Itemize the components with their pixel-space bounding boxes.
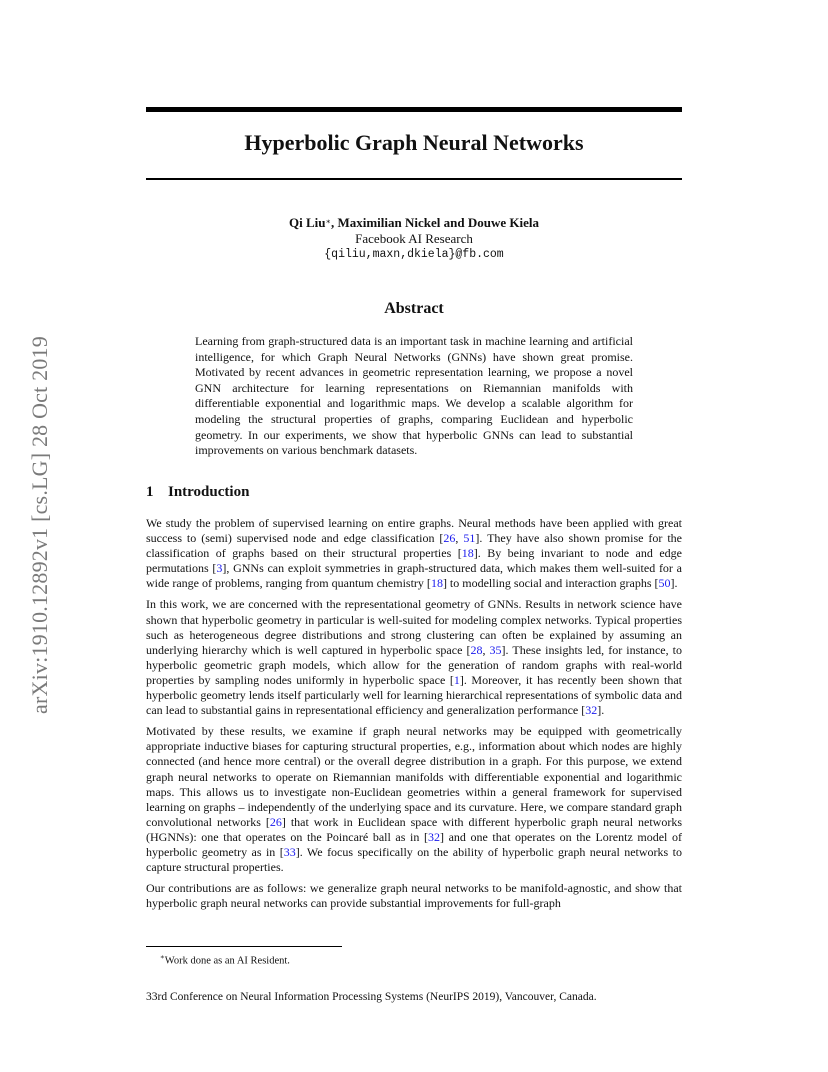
section-heading: [146, 482, 682, 502]
footnote-text: Work done as an AI Resident.: [164, 955, 290, 967]
paragraph: Our contributions are as follows: we generalize graph neural networks to be manifold-agnostic, and show that hyperbolic graph neural networks can provide substantial improvements for full-graph: [146, 881, 682, 911]
affiliation: Facebook AI Research: [355, 231, 473, 246]
citation-link[interactable]: 32: [585, 703, 598, 718]
section-body: [146, 516, 682, 917]
citation-link[interactable]: 26: [269, 814, 282, 829]
section-title: Introduction: [168, 484, 250, 500]
citation-link[interactable]: 35: [489, 642, 502, 657]
paragraph: We study the problem of supervised learning on entire graphs. Neural methods have been applied with great success to (semi) supervised node and edge classification [26, 51]. They have also shown promise for the classification of graphs based on their structural properties [18]. By being invariant to node and edge permutations [3], GNNs can exploit symmetries in graph-structured data, which makes them well-suited for a wide range of problems, ranging from quantum chemistry [18] to modelling social and interaction graphs [50].: [146, 516, 683, 591]
citation-link[interactable]: 51: [463, 531, 476, 546]
arxiv-identifier[interactable]: arXiv:1910.12892v1 [cs.LG] 28 Oct 2019: [27, 336, 52, 714]
abstract-heading: Abstract: [384, 300, 444, 317]
venue-line: 33rd Conference on Neural Information Processing Systems (NeurIPS 2019), Vancouver, Canada.: [146, 991, 597, 1003]
section-number: 1: [146, 484, 154, 500]
paragraph: In this work, we are concerned with the representational geometry of GNNs. Results in network science have shown that hyperbolic geometry in particular is well-suited for modeling complex networks. Typical properties such as heterogeneous degree distributions and strong clustering can often be explained by assuming an underlying hierarchy which is well captured in hyperbolic space [28, 35]. These insights led, for instance, to hyperbolic geometric graph models, which allow for the generation of random graphs with real-world properties by sampling nodes uniformly in hyperbolic space [1]. Moreover, it has recently been shown that hyperbolic geometry lends itself particularly well for learning hierarchical representations of symbolic data and can lead to substantial gains in representational efficiency and generalization performance [32].: [146, 597, 683, 718]
footnote-marker: ∗: [160, 953, 165, 961]
citation-link[interactable]: 18: [430, 576, 443, 591]
title-bottom-rule: [146, 178, 682, 180]
citation-link[interactable]: 32: [427, 829, 440, 844]
author-email: {qiliu,maxn,dkiela}@fb.com: [324, 248, 504, 261]
author-block: [146, 215, 682, 263]
citation-link[interactable]: 3: [216, 561, 223, 576]
paper-title: Hyperbolic Graph Neural Networks: [244, 130, 584, 155]
citation-link[interactable]: 33: [283, 844, 296, 859]
paragraph: Motivated by these results, we examine if graph neural networks may be equipped with geometrically appropriate inductive biases for capturing structural properties, e.g., information about which nodes are highly connected (and hence more central) or the overall degree distribution in a graph. For this purpose, we extend graph neural networks to operate on Riemannian manifolds with differentiable exponential and logarithmic maps. This allows us to investigate non-Euclidean geometries within a general framework for supervised learning on graphs – independently of the underlying space and its curvature. Here, we compare standard graph convolutional networks [26] that work in Euclidean space with different hyperbolic graph neural networks (HGNNs): one that operates on the Poincaré ball as in [32] and one that operates on the Lorentz model of hyperbolic geometry as in [33]. We focus specifically on the ability of hyperbolic graph neural networks to capture structural properties.: [146, 724, 682, 875]
author-rest: , Maximilian Nickel and Douwe Kiela: [330, 215, 539, 230]
citation-link[interactable]: 1: [453, 672, 460, 687]
citation-link[interactable]: 18: [461, 546, 474, 561]
citation-link[interactable]: 26: [443, 531, 456, 546]
title-top-rule: [146, 107, 682, 112]
author-first: Qi Liu: [289, 215, 326, 230]
citation-link[interactable]: 50: [658, 576, 671, 591]
author-names: [146, 215, 682, 231]
abstract-text: Learning from graph-structured data is an important task in machine learning and artificial intelligence, for which Graph Neural Networks (GNNs) have shown great promise. Motivated by recent advances in geometric representation learning, we propose a novel GNN architecture for learning representations on Riemannian manifolds with differentiable exponential and logarithmic maps. We develop a scalable algorithm for modeling the structural properties of graphs, comparing Euclidean and hyperbolic geometry. In our experiments, we show that hyperbolic GNNs can lead to substantial improvements on various benchmark datasets.: [195, 334, 633, 458]
citation-link[interactable]: 28: [470, 642, 483, 657]
footnote-rule: [146, 946, 342, 947]
footnote-mark[interactable]: ∗: [325, 217, 331, 226]
footnote: [160, 951, 290, 968]
